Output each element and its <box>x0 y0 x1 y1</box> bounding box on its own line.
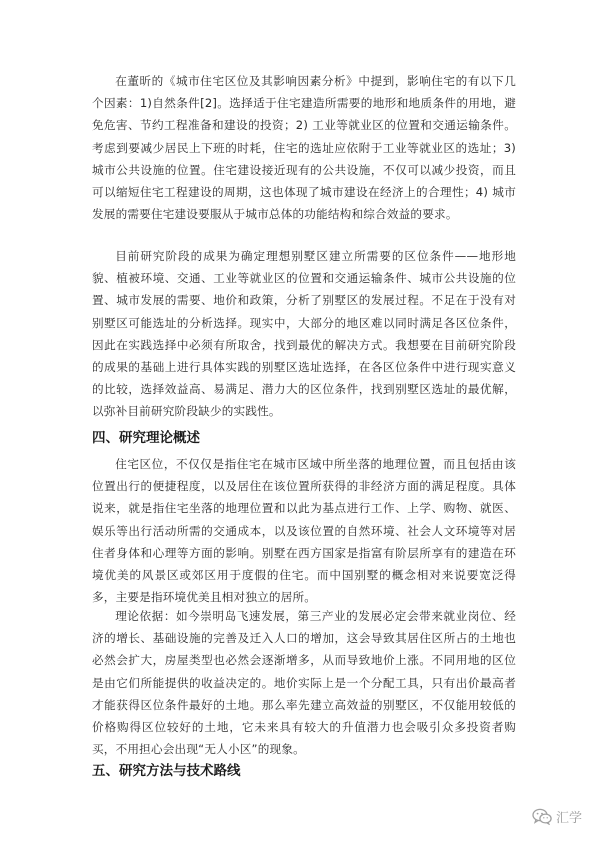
section-heading-theory-overview: 四、研究理论概述 <box>92 430 200 446</box>
paragraph-theoretical-basis: 理论依据：如今崇明岛飞速发展，第三产业的发展必定会带来就业岗位、经济的增长、基础设施的完善及迁入人口的增加，这会导致其居住区所占的土地也必然会扩大，房屋类型也必然会逐渐增多，从而导致地价上涨。不同用地的区位是由它们所能提供的收益决定的。地价实际上是一个分配工具，只有出价最高者才能获得区位条件最好的土地。那么率先建立高效益的别墅区，不仅能用较低的价格购得区位较好的土地，它未来具有较大的升值潜力也会吸引众多投资者购买，不用担心会出现“无人小区”的现象。 <box>92 609 516 757</box>
wechat-watermark <box>532 807 582 826</box>
wechat-icon <box>532 808 552 825</box>
paragraph-residential-location: 住宅区位，不仅仅是指住宅在城市区域中所坐落的地理位置，而且包括由该位置出行的便捷程度，以及居住在该位置所获得的非经济方面的满足程度。具体说来，就是指住宅坐落的地理位置和以此为基点进行工作、上学、购物、就医、娱乐等出行活动所需的交通成本，以及该位置的自然环境、社会人文环境等对居住者身体和心理等方面的影响。别墅在西方国家是指富有阶层所享有的建造在环境优美的风景区或郊区用于度假的住宅。而中国别墅的概念相对来说要宽泛得多，主要是指环境优美且相对独立的居所。 <box>92 457 516 605</box>
watermark-text: 汇学 <box>555 811 582 826</box>
section-heading-methods-route: 五、研究方法与技术路线 <box>92 763 241 779</box>
paragraph-research-status: 目前研究阶段的成果为确定理想别墅区建立所需要的区位条件——地形地貌、植被环境、交通、工业等就业区的位置和交通运输条件、城市公共设施的位置、城市发展的需要、地价和政策，分析了别墅区的发展过程。不足在于没有对别墅区可能选址的分析选择。现实中，大部分的地区难以同时满足各区位条件，因此在实践选择中必须有所取舍，找到最优的解决方式。我想要在目前研究阶段的成果的基础上进行具体实践的别墅区选址选择，在各区位条件中进行现实意义的比较，选择效益高、易满足、潜力大的区位条件，找到别墅区选址的最优解，以弥补目前研究阶段缺少的实践性。 <box>92 249 516 419</box>
paragraph-influencing-factors: 在董昕的《城市住宅区位及其影响因素分析》中提到，影响住宅的有以下几个因素：1)自然条件[2]。选择适于住宅建造所需要的地形和地质条件的用地，避免危害、节约工程准备和建设的投资；2) 工业等就业区的位置和交通运输条件。考虑到要减少居民上下班的时耗，住宅的选址应依附于工业等就业区的选址；3) 城市公共设施的位置。住宅建设接近现有的公共设施，不仅可以减少投资，而且可以缩短住宅工程建设的周期，这也体现了城市建设在经济上的合理性；4) 城市发展的需要住宅建设要服从于城市总体的功能结构和综合效益的要求。 <box>92 74 516 222</box>
